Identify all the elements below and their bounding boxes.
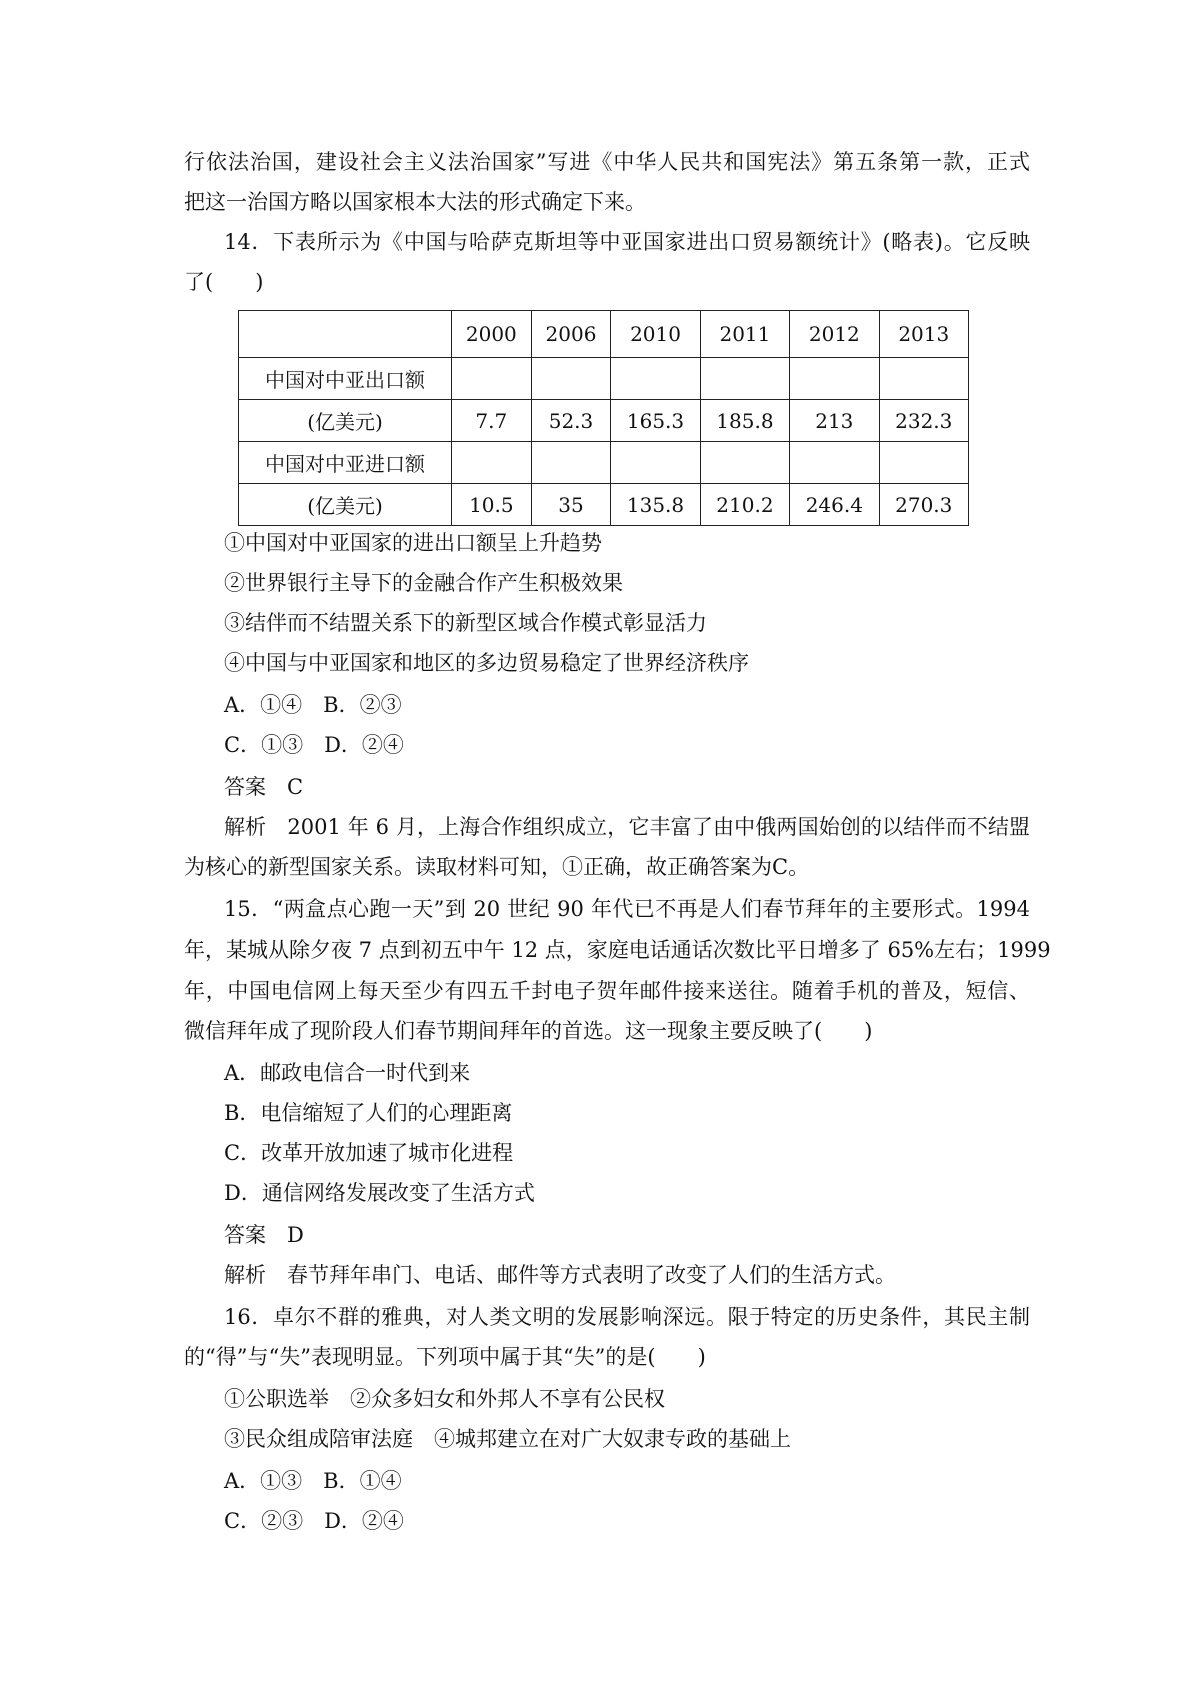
- export-value: 185.8: [700, 400, 789, 442]
- choice-line: A．①③ B．①④: [224, 1469, 402, 1493]
- row-label: (亿美元): [239, 484, 452, 526]
- empty-cell: [531, 358, 611, 400]
- explanation-line: 为核心的新型国家关系。读取材料可知，①正确，故正确答案为C。: [184, 855, 810, 879]
- option-line: ④中国与中亚国家和地区的多边贸易稳定了世界经济秩序: [224, 651, 749, 675]
- question-14-stem: 了( ): [184, 270, 264, 294]
- question-14-stem: 14．下表所示为《中国与哈萨克斯坦等中亚国家进出口贸易额统计》(略表)。它反映: [224, 230, 1030, 254]
- empty-cell: [452, 442, 532, 484]
- choice-line: C．①③ D．②④: [224, 733, 404, 757]
- empty-cell: [611, 442, 700, 484]
- import-value: 135.8: [611, 484, 700, 526]
- year-header: 2012: [790, 311, 879, 358]
- table-corner-cell: [239, 311, 452, 358]
- empty-cell: [790, 358, 879, 400]
- import-value: 246.4: [790, 484, 879, 526]
- question-15-stem: 年，某城从除夕夜 7 点到初五中午 12 点，家庭电话通话次数比平日增多了 65%左右；1999: [184, 938, 1051, 962]
- option-line: ②世界银行主导下的金融合作产生积极效果: [224, 571, 623, 595]
- table-row: [239, 358, 969, 400]
- table-row: [239, 442, 969, 484]
- explanation-line: 解析 春节拜年串门、电话、邮件等方式表明了改变了人们的生活方式。: [224, 1263, 896, 1287]
- choice-line: C．②③ D．②④: [224, 1509, 404, 1533]
- question-15-stem: 年，中国电信网上每天至少有四五千封电子贺年邮件接来送往。随着手机的普及，短信、: [184, 979, 1030, 1003]
- import-value: 210.2: [700, 484, 789, 526]
- paragraph-line: 把这一治国方略以国家根本大法的形式确定下来。: [184, 190, 646, 214]
- explanation-line: 解析 2001 年 6 月，上海合作组织成立，它丰富了由中俄两国始创的以结伴而不结盟: [224, 815, 1030, 839]
- paragraph-line: 行依法治国，建设社会主义法治国家”写进《中华人民共和国宪法》第五条第一款，正式: [184, 150, 1030, 174]
- empty-cell: [700, 358, 789, 400]
- table-row: [239, 400, 969, 442]
- empty-cell: [790, 442, 879, 484]
- option-line: ③民众组成陪审法庭 ④城邦建立在对广大奴隶专政的基础上: [224, 1427, 791, 1451]
- option-line: ③结伴而不结盟关系下的新型区域合作模式彰显活力: [224, 611, 707, 635]
- import-value: 10.5: [452, 484, 532, 526]
- choice-line: A．邮政电信合一时代到来: [224, 1061, 471, 1085]
- year-header: 2013: [879, 311, 968, 358]
- question-15-stem: 15．“两盒点心跑一天”到 20 世纪 90 年代已不再是人们春节拜年的主要形式。1994: [224, 897, 1030, 921]
- export-value: 165.3: [611, 400, 700, 442]
- export-value: 232.3: [879, 400, 968, 442]
- option-line: ①中国对中亚国家的进出口额呈上升趋势: [224, 531, 602, 555]
- table-row: [239, 484, 969, 526]
- row-label: 中国对中亚进口额: [239, 442, 452, 484]
- year-header: 2010: [611, 311, 700, 358]
- empty-cell: [879, 358, 968, 400]
- year-header: 2011: [700, 311, 789, 358]
- year-header: 2000: [452, 311, 532, 358]
- trade-table: [238, 310, 969, 526]
- export-value: 213: [790, 400, 879, 442]
- row-label: (亿美元): [239, 400, 452, 442]
- answer-line: 答案 C: [224, 775, 304, 799]
- answer-line: 答案 D: [224, 1223, 304, 1247]
- empty-cell: [452, 358, 532, 400]
- question-15-stem: 微信拜年成了现阶段人们春节期间拜年的首选。这一现象主要反映了( ): [184, 1019, 873, 1043]
- option-line: ①公职选举 ②众多妇女和外邦人不享有公民权: [224, 1387, 665, 1411]
- empty-cell: [611, 358, 700, 400]
- year-header: 2006: [531, 311, 611, 358]
- choice-line: D．通信网络发展改变了生活方式: [224, 1181, 535, 1205]
- question-16-stem: 的“得”与“失”表现明显。下列项中属于其“失”的是( ): [184, 1345, 706, 1369]
- empty-cell: [879, 442, 968, 484]
- export-value: 52.3: [531, 400, 611, 442]
- import-value: 35: [531, 484, 611, 526]
- empty-cell: [700, 442, 789, 484]
- empty-cell: [531, 442, 611, 484]
- import-value: 270.3: [879, 484, 968, 526]
- row-label: 中国对中亚出口额: [239, 358, 452, 400]
- export-value: 7.7: [452, 400, 532, 442]
- choice-line: A．①④ B．②③: [224, 693, 402, 717]
- choice-line: B．电信缩短了人们的心理距离: [224, 1101, 513, 1125]
- question-16-stem: 16．卓尔不群的雅典，对人类文明的发展影响深远。限于特定的历史条件，其民主制: [224, 1305, 1030, 1329]
- choice-line: C．改革开放加速了城市化进程: [224, 1141, 514, 1165]
- table-header-row: [239, 311, 969, 358]
